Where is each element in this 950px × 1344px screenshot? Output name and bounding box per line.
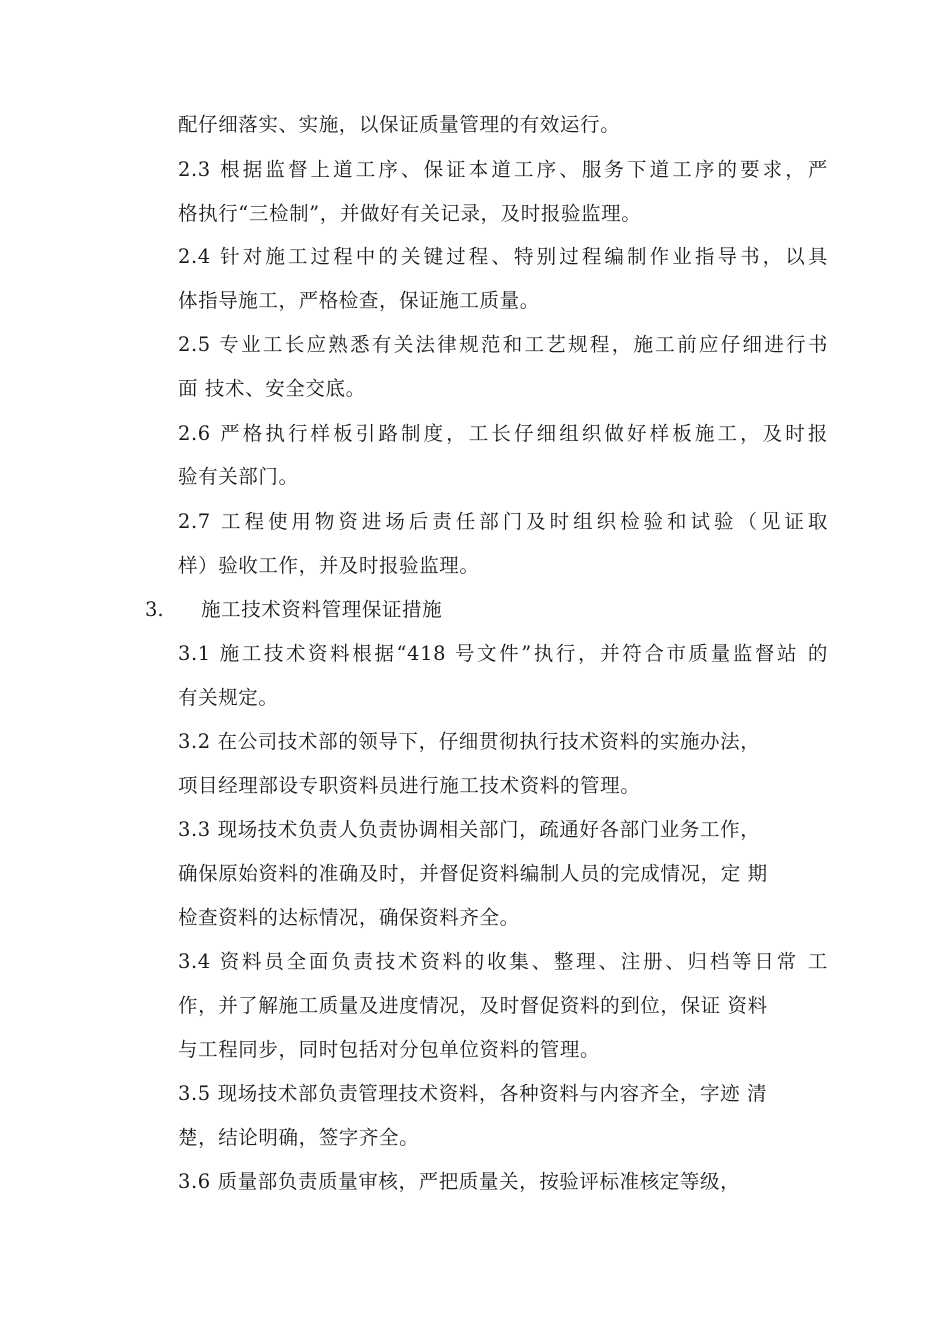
paragraph-line: 项目经理部设专职资料员进行施工技术资料的管理。 (178, 774, 641, 797)
paragraph-line: 3.3 现场技术负责人负责协调相关部门，疏通好各部门业务工作， (178, 818, 761, 841)
section-number: 3. (145, 598, 164, 621)
paragraph-line: 样）验收工作，并及时报验监理。 (178, 554, 480, 577)
paragraph-line: 2.5 专业工长应熟悉有关法律规范和工艺规程，施工前应仔细进行书 (178, 333, 828, 356)
paragraph-line: 配仔细落实、实施，以保证质量管理的有效运行。 (178, 113, 621, 136)
paragraph-line: 楚，结论明确，签字齐全。 (178, 1126, 420, 1149)
paragraph-line: 2.3 根据监督上道工序、保证本道工序、服务下道工序的要求，严 (178, 158, 828, 181)
paragraph-line: 格执行“三检制”，并做好有关记录，及时报验监理。 (178, 202, 642, 225)
paragraph-line: 3.1 施工技术资料根据“418 号文件”执行，并符合市质量监督站 的 (178, 642, 828, 665)
paragraph-line: 检查资料的达标情况，确保资料齐全。 (178, 906, 520, 929)
paragraph-line: 3.4 资料员全面负责技术资料的收集、整理、注册、归档等日常 工 (178, 950, 828, 973)
paragraph-line: 2.6 严格执行样板引路制度，工长仔细组织做好样板施工，及时报 (178, 422, 828, 445)
paragraph-line: 有关规定。 (178, 686, 279, 709)
section-title: 施工技术资料管理保证措施 (201, 598, 443, 621)
paragraph-line: 3.2 在公司技术部的领导下，仔细贯彻执行技术资料的实施办法， (178, 730, 761, 753)
paragraph-line: 3.5 现场技术部负责管理技术资料，各种资料与内容齐全，字迹 清 (178, 1082, 768, 1105)
paragraph-line: 作，并了解施工质量及进度情况，及时督促资料的到位，保证 资料 (178, 994, 768, 1017)
paragraph-line: 3.6 质量部负责质量审核，严把质量关，按验评标准核定等级， (178, 1170, 741, 1193)
paragraph-line: 与工程同步，同时包括对分包单位资料的管理。 (178, 1038, 601, 1061)
paragraph-line: 验有关部门。 (178, 465, 299, 488)
paragraph-line: 2.4 针对施工过程中的关键过程、特别过程编制作业指导书，以具 (178, 245, 828, 268)
paragraph-line: 确保原始资料的准确及时，并督促资料编制人员的完成情况，定 期 (178, 862, 768, 885)
paragraph-line: 2.7 工程使用物资进场后责任部门及时组织检验和试验（见证取 (178, 510, 828, 533)
paragraph-line: 体指导施工，严格检查，保证施工质量。 (178, 289, 540, 312)
paragraph-line: 面 技术、安全交底。 (178, 377, 366, 400)
